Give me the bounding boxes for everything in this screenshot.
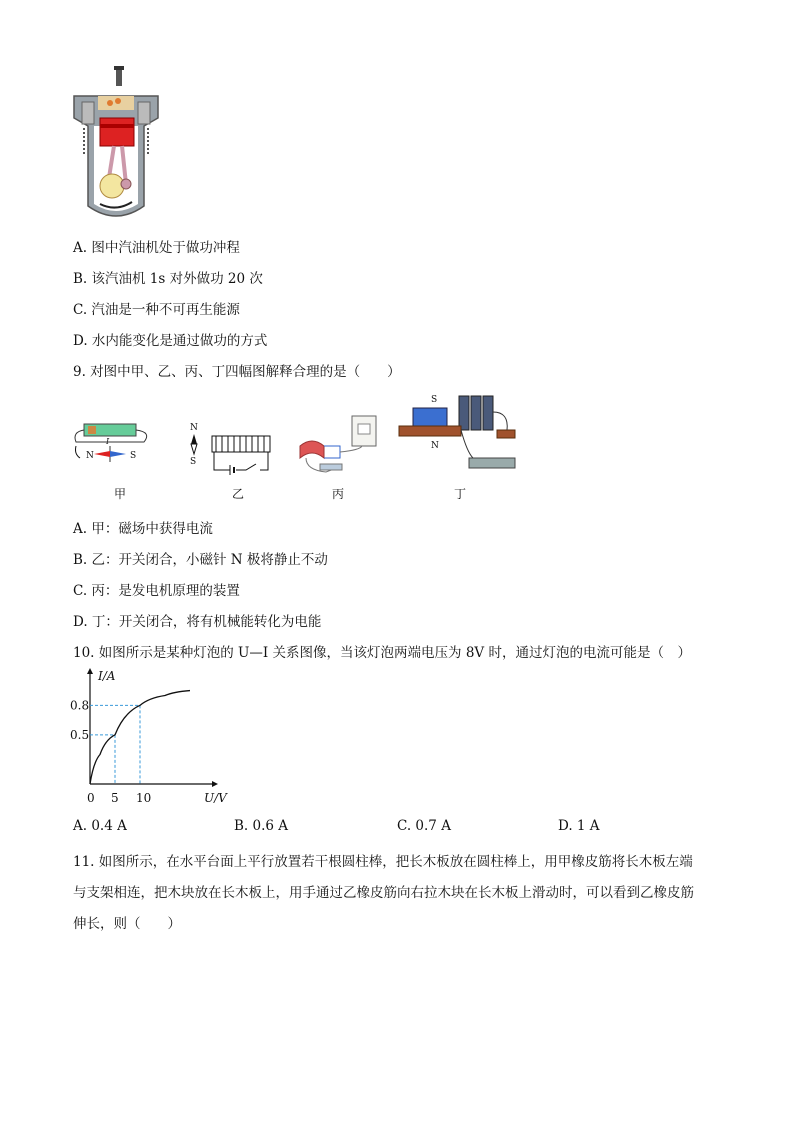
q11-line-2: 与支架相连，把木块放在长木板上，用手通过乙橡皮筋向右拉木块在长木板上滑动时，可以看到乙橡皮筋 xyxy=(73,885,694,901)
caption-jia: 甲 xyxy=(114,487,127,501)
q9-option-c: C. 丙：是发电机原理的装置 xyxy=(73,583,240,599)
ding-label-n: N xyxy=(431,441,439,451)
q10-stem: 10. 如图所示是某种灯泡的 U—I 关系图像，当该灯泡两端电压为 8V 时，通过灯泡的电流可能是（ ） xyxy=(73,645,691,661)
q10-option-a: A. 0.4 A xyxy=(73,818,127,834)
figure-bing xyxy=(296,414,380,480)
q11-line-3: 伸长，则（ ） xyxy=(73,916,181,932)
caption-ding: 丁 xyxy=(454,487,467,501)
y-tick-label: 0.8 xyxy=(70,698,90,713)
x-tick-label: 0 xyxy=(87,791,95,805)
q8-option-c: C. 汽油是一种不可再生能源 xyxy=(73,302,240,318)
jia-label-s: S xyxy=(130,451,137,461)
jia-label-i: I xyxy=(106,437,110,446)
yi-label-n: N xyxy=(190,423,198,433)
q8-option-b: B. 该汽油机 1s 对外做功 20 次 xyxy=(73,271,263,287)
q10-option-d: D. 1 A xyxy=(558,818,600,834)
q9-stem: 9. 对图中甲、乙、丙、丁四幅图解释合理的是（ ） xyxy=(73,364,401,380)
gasoline-engine-figure xyxy=(70,66,162,222)
q9-option-b: B. 乙：开关闭合，小磁针 N 极将静止不动 xyxy=(73,552,328,568)
q10-option-c: C. 0.7 A xyxy=(397,818,451,834)
q8-option-a: A. 图中汽油机处于做功冲程 xyxy=(73,240,240,256)
q11-line-1: 11. 如图所示，在水平台面上平行放置若干根圆柱棒，把长木板放在圆柱棒上，用甲橡皮筋将长木板左端 xyxy=(73,854,693,870)
caption-yi: 乙 xyxy=(232,487,245,501)
y-axis-label: I/A xyxy=(98,669,116,683)
x-tick-label: 10 xyxy=(136,791,152,805)
y-axis-arrow xyxy=(87,668,93,674)
figure-jia xyxy=(70,418,154,468)
yi-label-s: S xyxy=(190,457,197,467)
x-axis-arrow xyxy=(212,781,218,787)
caption-bing: 丙 xyxy=(332,487,345,501)
figure-yi xyxy=(186,420,286,482)
q9-option-d: D. 丁：开关闭合，将有机械能转化为电能 xyxy=(73,614,322,630)
ding-label-s: S xyxy=(431,395,438,405)
q8-option-d: D. 水内能变化是通过做功的方式 xyxy=(73,333,268,349)
jia-label-n: N xyxy=(86,451,94,461)
u-i-chart xyxy=(62,666,242,808)
q10-option-b: B. 0.6 A xyxy=(234,818,289,834)
x-tick-label: 5 xyxy=(111,791,119,805)
y-tick-label: 0.5 xyxy=(70,727,90,742)
figure-ding xyxy=(397,392,523,484)
x-axis-label: U/V xyxy=(204,791,227,805)
q9-option-a: A. 甲：磁场中获得电流 xyxy=(73,521,213,537)
